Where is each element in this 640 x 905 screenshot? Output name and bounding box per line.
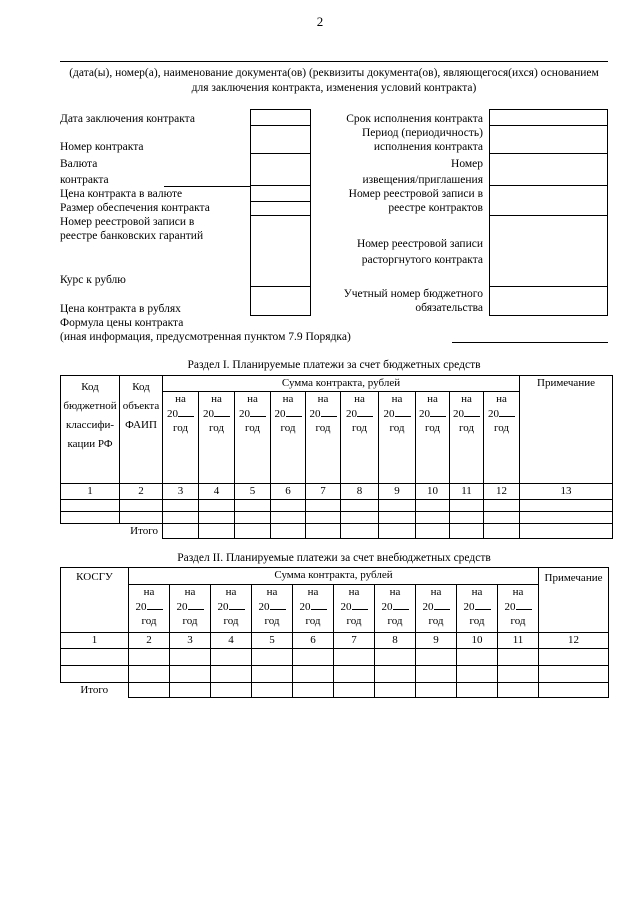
header-year-column	[484, 392, 520, 484]
year-field[interactable]: 20	[129, 599, 169, 614]
document-reference-caption: (дата(ы), номер(а), наименование документа(ов) (реквизиты документа(ов), являющегося(ихся) основанием для заключения контракта, изменения условий контракта)	[69, 67, 599, 94]
table-row[interactable]	[61, 666, 609, 683]
col-number: 7	[334, 633, 375, 649]
header-year-column	[306, 392, 341, 484]
year-field[interactable]: 20	[334, 599, 374, 614]
year-suffix: год	[493, 422, 510, 434]
year-suffix: год	[346, 615, 362, 627]
year-suffix: год	[510, 615, 526, 627]
year-prefix: на	[307, 586, 319, 598]
field-budget-obligation[interactable]	[489, 286, 608, 316]
document-reference-line	[60, 61, 608, 62]
field-terminated-registry[interactable]	[489, 215, 608, 287]
year-suffix: год	[141, 615, 157, 627]
year-suffix: год	[469, 615, 485, 627]
field-price-rubles[interactable]	[250, 286, 311, 316]
col-number: 4	[211, 633, 252, 649]
label-registry-2: реестре контрактов	[388, 202, 483, 214]
field-bank-registry[interactable]	[250, 215, 311, 287]
header-year-column	[199, 392, 235, 484]
year-field[interactable]: 20	[379, 406, 415, 421]
year-prefix: на	[211, 393, 222, 405]
year-field[interactable]: 20	[170, 599, 210, 614]
year-suffix: год	[182, 615, 198, 627]
year-suffix: год	[315, 422, 331, 434]
year-prefix: на	[512, 586, 524, 598]
year-prefix: на	[247, 393, 258, 405]
year-suffix: год	[208, 422, 225, 434]
year-suffix: год	[223, 615, 239, 627]
total-label: Итого	[80, 684, 109, 696]
label-price-currency: Цена контракта в валюте	[60, 188, 183, 200]
field-price-currency[interactable]	[250, 185, 311, 202]
total-row	[61, 683, 609, 698]
section2-table	[60, 567, 609, 698]
year-prefix: на	[225, 586, 237, 598]
label-terminated-2: расторгнутого контракта	[361, 254, 483, 266]
year-prefix: на	[496, 393, 507, 405]
col-number: 11	[450, 484, 484, 500]
field-contract-number[interactable]	[250, 125, 311, 154]
label-notice-1: Номер	[451, 158, 483, 170]
field-period[interactable]	[489, 125, 608, 154]
label-contract-number: Номер контракта	[60, 141, 144, 153]
col-number: 1	[61, 633, 129, 649]
label-exchange-rate: Курс к рублю	[60, 274, 126, 286]
year-field[interactable]: 20	[163, 406, 198, 421]
year-suffix: год	[458, 422, 475, 434]
year-prefix: на	[430, 586, 442, 598]
col-number: 1	[61, 484, 120, 500]
header-year-column	[416, 392, 450, 484]
label-other-info: (иная информация, предусмотренная пунктом 7.9 Порядка)	[60, 331, 351, 343]
label-currency-2: контракта	[60, 174, 109, 186]
header-code-bk: Код бюджетной классифи-кации РФ	[63, 381, 117, 450]
year-prefix: на	[282, 393, 294, 405]
page-number: 2	[316, 14, 324, 29]
field-currency[interactable]	[250, 153, 311, 186]
year-field[interactable]: 20	[450, 406, 483, 421]
year-field[interactable]: 20	[293, 599, 333, 614]
field-notice-number[interactable]	[489, 153, 608, 186]
year-field[interactable]: 20	[341, 406, 378, 421]
col-number: 6	[271, 484, 306, 500]
header-year-column	[379, 392, 416, 484]
label-bank-registry-1: Номер реестровой записи в	[60, 216, 195, 228]
col-number: 13	[520, 484, 613, 500]
header-contract-sum: Сумма контракта, рублей	[163, 376, 520, 392]
field-security[interactable]	[250, 201, 311, 216]
label-term: Срок исполнения контракта	[346, 113, 483, 125]
col-number: 9	[379, 484, 416, 500]
table-row[interactable]	[61, 500, 613, 512]
col-number: 10	[457, 633, 498, 649]
year-field[interactable]: 20	[416, 406, 449, 421]
header-contract-sum: Сумма контракта, рублей	[129, 568, 539, 585]
year-suffix: год	[428, 615, 444, 627]
year-suffix: год	[280, 422, 296, 434]
header-year-column	[211, 585, 252, 633]
header-year-column	[341, 392, 379, 484]
label-period-1: Период (периодичность)	[361, 127, 483, 139]
year-prefix: на	[471, 586, 483, 598]
section1-table	[60, 375, 613, 539]
year-field[interactable]: 20	[271, 406, 305, 421]
year-prefix: на	[184, 586, 196, 598]
label-security: Размер обеспечения контракта	[60, 202, 210, 214]
year-suffix: год	[305, 615, 321, 627]
year-prefix: на	[389, 586, 401, 598]
year-prefix: на	[143, 586, 155, 598]
col-number: 8	[341, 484, 379, 500]
header-year-column	[129, 585, 170, 633]
col-number: 3	[163, 484, 199, 500]
total-label: Итого	[130, 525, 158, 537]
label-currency-1: Валюта	[60, 158, 98, 170]
year-prefix: на	[348, 586, 360, 598]
col-number: 10	[416, 484, 450, 500]
year-prefix: на	[317, 393, 329, 405]
header-year-column	[498, 585, 539, 633]
year-prefix: на	[461, 393, 472, 405]
col-number: 3	[170, 633, 211, 649]
year-prefix: на	[391, 393, 403, 405]
col-number: 4	[199, 484, 235, 500]
label-bank-registry-2: реестре банковских гарантий	[60, 230, 204, 242]
year-field[interactable]: 20	[484, 406, 519, 421]
year-prefix: на	[175, 393, 186, 405]
header-note: Примечание	[544, 572, 603, 584]
table-row[interactable]	[61, 512, 613, 524]
header-note: Примечание	[520, 376, 613, 484]
label-budget-2: обязательства	[415, 302, 483, 314]
field-term[interactable]	[489, 109, 608, 126]
label-period-2: исполнения контракта	[373, 141, 483, 153]
header-year-column	[450, 392, 484, 484]
year-suffix: год	[389, 422, 405, 434]
label-budget-1: Учетный номер бюджетного	[343, 288, 483, 300]
col-number: 11	[498, 633, 539, 649]
col-number: 6	[293, 633, 334, 649]
col-number: 12	[484, 484, 520, 500]
header-year-column	[375, 585, 416, 633]
label-notice-2: извещения/приглашения	[362, 174, 483, 186]
col-number: 2	[120, 484, 163, 500]
header-year-column	[235, 392, 271, 484]
label-contract-date: Дата заключения контракта	[60, 113, 195, 125]
field-contract-date[interactable]	[250, 109, 311, 126]
field-registry-number[interactable]	[489, 185, 608, 216]
year-suffix: год	[264, 615, 280, 627]
year-field[interactable]: 20	[235, 406, 270, 421]
col-number: 8	[375, 633, 416, 649]
year-field[interactable]: 20	[375, 599, 415, 614]
header-year-column	[457, 585, 498, 633]
year-suffix: год	[424, 422, 441, 434]
year-prefix: на	[354, 393, 365, 405]
col-number: 2	[129, 633, 170, 649]
year-suffix: год	[244, 422, 261, 434]
year-field[interactable]: 20	[416, 599, 456, 614]
label-registry-1: Номер реестровой записи в	[348, 188, 483, 200]
col-number: 5	[252, 633, 293, 649]
col-number: 7	[306, 484, 341, 500]
year-suffix: год	[351, 422, 368, 434]
year-field[interactable]: 20	[199, 406, 234, 421]
year-field[interactable]: 20	[306, 406, 340, 421]
year-prefix: на	[427, 393, 438, 405]
col-number: 12	[539, 633, 609, 649]
year-suffix: год	[172, 422, 189, 434]
other-info-underline	[452, 342, 608, 343]
label-price-formula: Формула цены контракта	[60, 317, 184, 329]
year-field[interactable]: 20	[457, 599, 497, 614]
col-number: 9	[416, 633, 457, 649]
header-year-column	[416, 585, 457, 633]
header-year-column	[334, 585, 375, 633]
section1-title: Раздел I. Планируемые платежи за счет бюджетных средств	[187, 359, 481, 371]
label-price-rubles: Цена контракта в рублях	[60, 303, 181, 315]
table-row[interactable]	[61, 649, 609, 666]
label-terminated-1: Номер реестровой записи	[356, 238, 483, 250]
total-row	[61, 524, 613, 539]
col-number: 5	[235, 484, 271, 500]
header-kosgu: КОСГУ	[61, 568, 129, 633]
year-field[interactable]: 20	[211, 599, 251, 614]
section2-title: Раздел II. Планируемые платежи за счет внебюджетных средств	[177, 552, 491, 564]
header-year-column	[293, 585, 334, 633]
header-year-column	[252, 585, 293, 633]
year-prefix: на	[266, 586, 278, 598]
header-year-column	[271, 392, 306, 484]
header-code-faip: Код объекта ФАИП	[122, 381, 160, 431]
year-field[interactable]: 20	[252, 599, 292, 614]
year-suffix: год	[387, 615, 403, 627]
header-year-column	[163, 392, 199, 484]
header-year-column	[170, 585, 211, 633]
year-field[interactable]: 20	[498, 599, 538, 614]
